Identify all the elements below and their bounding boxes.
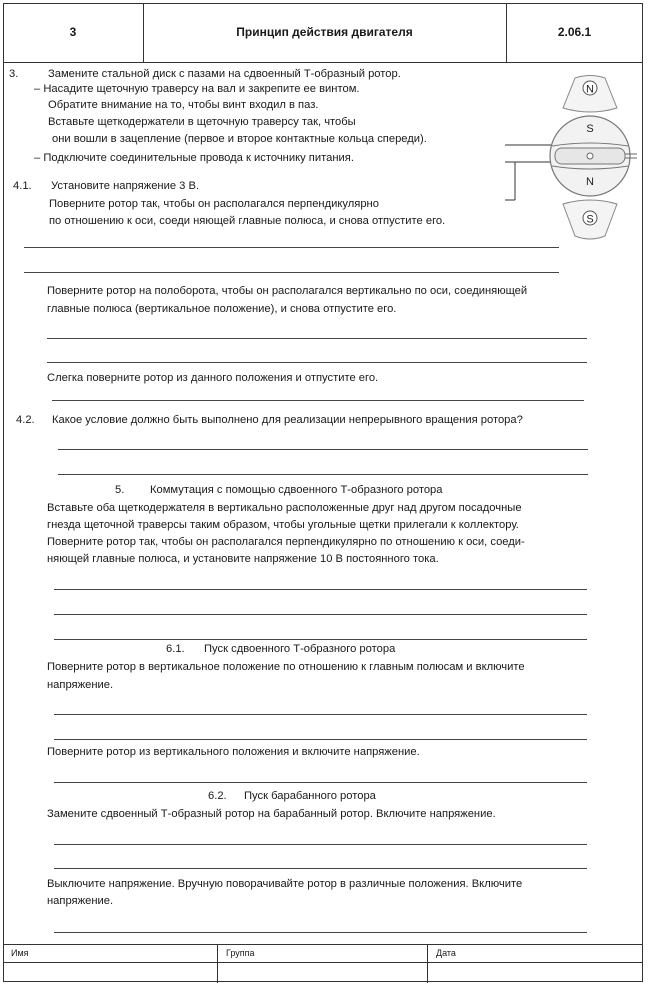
item-number-3: 3. xyxy=(9,68,19,80)
instruction-line: Поверните ротор на полоборота, чтобы он располагался вертикально по оси, соединяющей xyxy=(47,285,528,297)
item-number-5: 5. xyxy=(115,484,125,496)
answer-line xyxy=(54,589,587,590)
instruction-line: Выключите напряжение. Вручную поворачивайте ротор в различные положения. Включите xyxy=(47,878,523,890)
pole-label-north-top: N xyxy=(586,83,594,96)
answer-line xyxy=(24,272,559,273)
instruction-line: Поверните ротор из вертикального положения и включите напряжение. xyxy=(47,746,420,758)
instruction-line: Поверните ротор так, чтобы он располагался перпендикулярно xyxy=(49,198,379,210)
item-number-6-1: 6.1. xyxy=(166,643,185,655)
instruction-line: по отношению к оси, соеди няющей главные полюса, и снова отпустите его. xyxy=(49,215,446,227)
instruction-line: главные полюса (вертикальное положение), и снова отпустите его. xyxy=(47,303,397,315)
answer-line xyxy=(54,868,587,869)
item-number-4-1: 4.1. xyxy=(13,180,32,192)
answer-line xyxy=(52,400,584,401)
instruction-line: – Подключите соединительные провода к источнику питания. xyxy=(34,152,354,164)
instruction-line: Поверните ротор в вертикальное положение по отношению к главным полюсам и включите xyxy=(47,661,525,673)
answer-line xyxy=(24,247,559,248)
date-field[interactable] xyxy=(428,945,643,983)
pole-label-north-rotor: N xyxy=(586,176,594,188)
header-table xyxy=(3,3,643,63)
question-line: Какое условие должно быть выполнено для реализации непрерывного вращения ротора? xyxy=(52,414,523,426)
section-heading: Пуск барабанного ротора xyxy=(244,790,376,802)
instruction-line: гнезда щеточной траверсы таким образом, чтобы угольные щетки прилегали к коллектору. xyxy=(47,519,519,531)
instruction-line: Обратите внимание на то, чтобы винт входил в паз. xyxy=(48,99,319,111)
answer-line xyxy=(47,362,587,363)
section-heading: Коммутация с помощью сдвоенного Т-образного ротора xyxy=(150,484,443,496)
instruction-line: Замените стальной диск с пазами на сдвоенный Т-образный ротор. xyxy=(48,68,401,80)
section-heading: Пуск сдвоенного Т-образного ротора xyxy=(204,643,396,655)
answer-line xyxy=(58,474,588,475)
item-number-6-2: 6.2. xyxy=(208,790,227,802)
instruction-line: – Насадите щеточную траверсу на вал и закрепите ее винтом. xyxy=(34,83,360,95)
answer-line xyxy=(54,614,587,615)
instruction-line: Установите напряжение 3 В. xyxy=(51,180,200,192)
instruction-line: Замените сдвоенный Т-образный ротор на барабанный ротор. Включите напряжение. xyxy=(47,808,496,820)
instruction-line: Поверните ротор так, чтобы он располагался перпендикулярно по отношению к оси, соеди- xyxy=(47,536,525,548)
answer-line xyxy=(54,932,587,933)
answer-line xyxy=(54,714,587,715)
answer-line xyxy=(54,782,587,783)
answer-line xyxy=(47,338,587,339)
answer-line xyxy=(54,639,587,640)
date-label: Дата xyxy=(436,948,456,958)
answer-line xyxy=(58,449,588,450)
instruction-line: няющей главные полюса, и установите напряжение 10 В постоянного тока. xyxy=(47,553,439,565)
instruction-line: напряжение. xyxy=(47,895,114,907)
section-number: 3 xyxy=(3,3,144,62)
instruction-line: Вставьте оба щеткодержателя в вертикально расположенные друг над другом посадочные xyxy=(47,502,522,514)
pole-label-south-bottom: S xyxy=(586,213,594,226)
instruction-line: они вошли в зацепление (первое и второе контактные кольца спереди). xyxy=(52,133,427,145)
document-code: 2.06.1 xyxy=(557,25,592,39)
instruction-line: напряжение. xyxy=(47,679,114,691)
pole-label-south-rotor: S xyxy=(586,123,594,135)
group-field[interactable] xyxy=(218,945,428,983)
name-label: Имя xyxy=(11,948,29,958)
motor-rotor-diagram xyxy=(505,68,645,246)
instruction-line: Слегка поверните ротор из данного положения и отпустите его. xyxy=(47,372,379,384)
group-label: Группа xyxy=(226,948,255,958)
instruction-line: Вставьте щеткодержатели в щеточную траверсу так, чтобы xyxy=(48,116,356,128)
answer-line xyxy=(54,739,587,740)
answer-line xyxy=(54,844,587,845)
name-field[interactable] xyxy=(3,945,218,983)
footer-table xyxy=(3,944,643,982)
item-number-4-2: 4.2. xyxy=(16,414,35,426)
page-title: Принцип действия двигателя xyxy=(143,3,507,62)
